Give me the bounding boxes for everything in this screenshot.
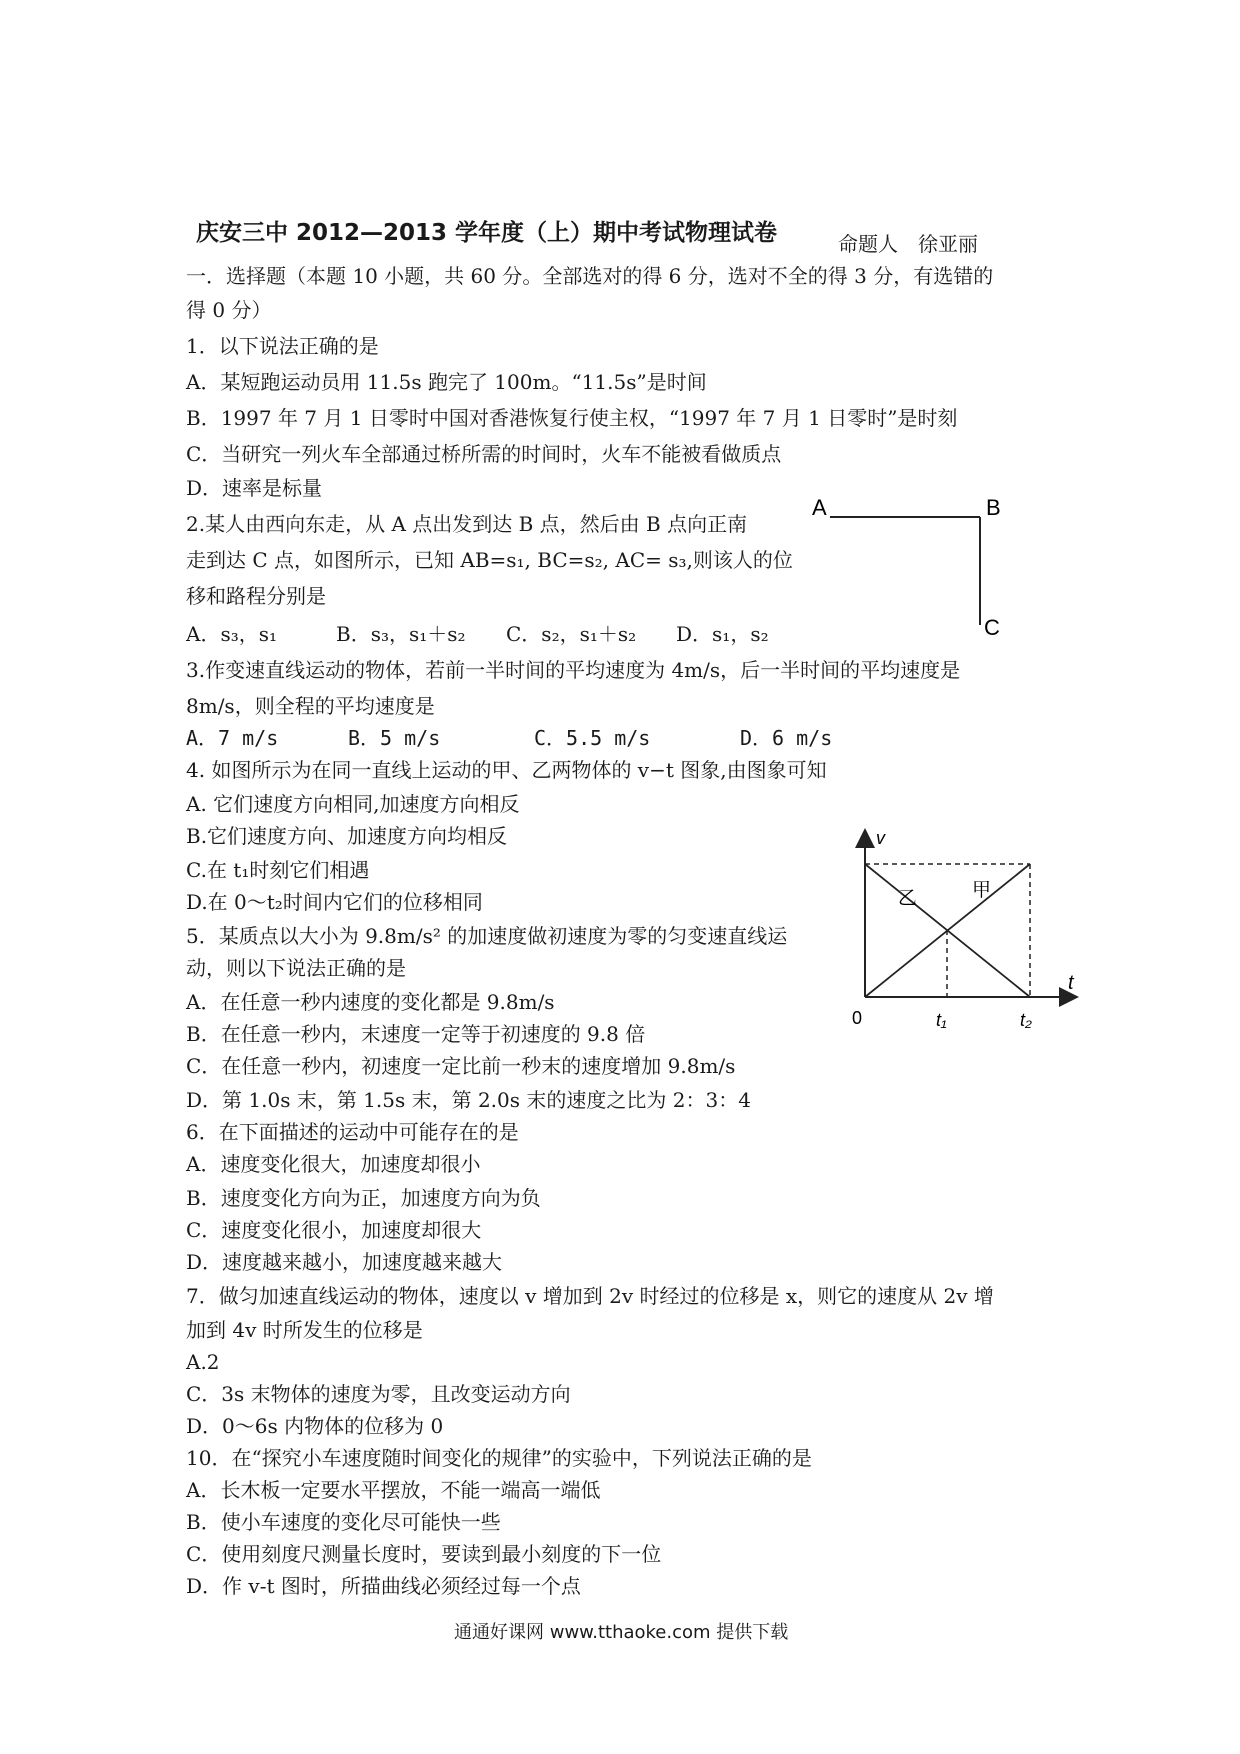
q1-option-b: B．1997 年 7 月 1 日零时中国对香港恢复行使主权，“1997 年 7 月 1 日零时”是时刻 xyxy=(186,406,958,430)
q4-option-a: A. 它们速度方向相同,加速度方向相反 xyxy=(186,792,520,816)
point-a-label: A xyxy=(812,495,827,520)
q4-option-d: D.在 0～t₂时间内它们的位移相同 xyxy=(186,890,483,914)
origin-label: 0 xyxy=(852,1008,863,1028)
q2-options xyxy=(186,620,769,648)
q10-option-c: C．使用刻度尺测量长度时，要读到最小刻度的下一位 xyxy=(186,1542,662,1566)
q6-option-d: D．速度越来越小，加速度越来越大 xyxy=(186,1250,503,1274)
q2-path-figure xyxy=(810,495,1010,645)
q1-option-a: A．某短跑运动员用 11.5s 跑完了 100m。“11.5s”是时间 xyxy=(186,370,707,394)
author-line: 命题人 徐亚丽 xyxy=(838,232,978,256)
q10-option-d: D．作 v-t 图时，所描曲线必须经过每一个点 xyxy=(186,1574,581,1598)
q10-option-b: B．使小车速度的变化尽可能快一些 xyxy=(186,1510,501,1534)
q4-stem: 4. 如图所示为在同一直线上运动的甲、乙两物体的 v−t 图象,由图象可知 xyxy=(186,758,827,782)
q2-stem-cont2: 移和路程分别是 xyxy=(186,584,326,608)
v-axis-label: v xyxy=(876,828,885,848)
q6-stem: 6．在下面描述的运动中可能存在的是 xyxy=(186,1120,519,1144)
q2-stem-cont: 走到达 C 点，如图所示，已知 AB=s₁, BC=s₂, AC= s₃,则该人的位 xyxy=(186,548,793,572)
t1-tick-label: t₁ xyxy=(936,1010,947,1030)
q3-option-d: D．6 m/s xyxy=(740,726,833,750)
q6-option-b: B．速度变化方向为正，加速度方向为负 xyxy=(186,1186,541,1210)
t-axis-label: t xyxy=(1068,972,1074,994)
section-header-cont: 得 0 分） xyxy=(186,298,272,322)
point-b-label: B xyxy=(986,495,1001,520)
q2-option-c: C．s₂，s₁＋s₂ xyxy=(506,622,637,646)
q5-option-d: D．第 1.0s 末，第 1.5s 末，第 2.0s 末的速度之比为 2：3：4 xyxy=(186,1088,751,1112)
q7-stem-cont: 加到 4v 时所发生的位移是 xyxy=(186,1318,423,1342)
q3-stem: 3.作变速直线运动的物体，若前一半时间的平均速度为 4m/s，后一半时间的平均速度是 xyxy=(186,658,961,682)
q4-option-b: B.它们速度方向、加速度方向均相反 xyxy=(186,824,508,848)
q3-stem-cont: 8m/s，则全程的平均速度是 xyxy=(186,694,435,718)
q9-option-c: C．3s 末物体的速度为零，且改变运动方向 xyxy=(186,1382,571,1406)
q5-option-b: B．在任意一秒内，末速度一定等于初速度的 9.8 倍 xyxy=(186,1022,646,1046)
q10-option-a: A．长木板一定要水平摆放，不能一端高一端低 xyxy=(186,1478,601,1502)
section-header: 一．选择题（本题 10 小题，共 60 分。全部选对的得 6 分，选对不全的得 3 分，有选错的 xyxy=(186,264,994,288)
q5-option-a: A．在任意一秒内速度的变化都是 9.8m/s xyxy=(186,990,555,1014)
q4-vt-graph xyxy=(840,822,1090,1032)
q6-option-c: C．速度变化很小，加速度却很大 xyxy=(186,1218,482,1242)
q2-option-d: D．s₁，s₂ xyxy=(676,622,769,646)
q1-option-c: C．当研究一列火车全部通过桥所需的时间时，火车不能被看做质点 xyxy=(186,442,782,466)
q3-option-b: B．5 m/s xyxy=(348,726,441,750)
q2-stem: 2.某人由西向东走，从 A 点出发到达 B 点，然后由 B 点向正南 xyxy=(186,512,748,536)
series-yi-label: 乙 xyxy=(898,888,918,909)
point-c-label: C xyxy=(984,615,1000,640)
series-jia-label: 甲 xyxy=(972,880,992,901)
q2-option-a: A．s₃，s₁ xyxy=(186,622,278,646)
footer-source: 通通好课网 www.tthaoke.com 提供下载 xyxy=(454,1622,789,1643)
q3-options xyxy=(186,724,832,752)
q9-option-d: D．0～6s 内物体的位移为 0 xyxy=(186,1414,444,1438)
q1-stem: 1．以下说法正确的是 xyxy=(186,334,379,358)
q3-option-c: C．5.5 m/s xyxy=(534,726,651,750)
q5-option-c: C．在任意一秒内，初速度一定比前一秒末的速度增加 9.8m/s xyxy=(186,1054,736,1078)
q7-stem: 7．做匀加速直线运动的物体，速度以 v 增加到 2v 时经过的位移是 x，则它的速度从 2v 增 xyxy=(186,1284,994,1308)
t2-tick-label: t₂ xyxy=(1020,1010,1032,1030)
q2-option-b: B．s₃，s₁＋s₂ xyxy=(336,622,466,646)
page-title: 庆安三中 2012—2013 学年度（上）期中考试物理试卷 xyxy=(196,220,778,246)
q3-option-a: A．7 m/s xyxy=(186,726,279,750)
q7-option-a: A.2 xyxy=(186,1350,220,1374)
q1-option-d: D．速率是标量 xyxy=(186,476,323,500)
q5-stem-cont: 动，则以下说法正确的是 xyxy=(186,956,406,980)
q5-stem: 5．某质点以大小为 9.8m/s² 的加速度做初速度为零的匀变速直线运 xyxy=(186,924,788,948)
q6-option-a: A．速度变化很大，加速度却很小 xyxy=(186,1152,481,1176)
q10-stem: 10．在“探究小车速度随时间变化的规律”的实验中，下列说法正确的是 xyxy=(186,1446,812,1470)
q4-option-c: C.在 t₁时刻它们相遇 xyxy=(186,858,370,882)
